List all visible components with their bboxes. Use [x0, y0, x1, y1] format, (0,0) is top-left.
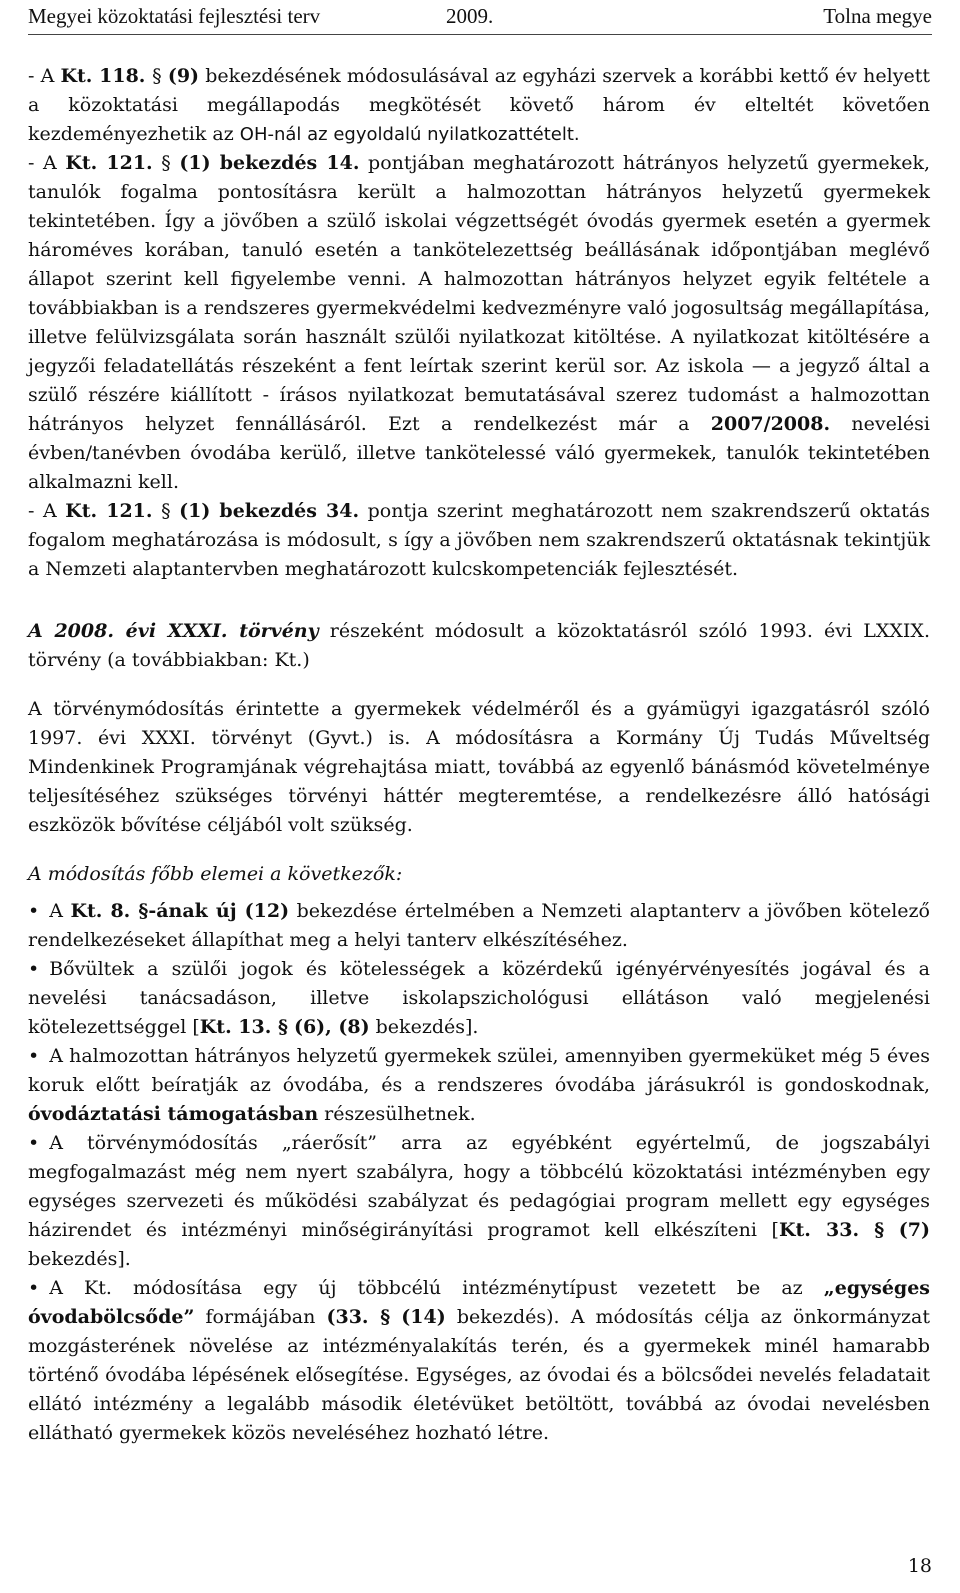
law-ref: (9) — [167, 65, 200, 87]
text: A halmozottan hátrányos helyzetű gyermekek szülei, amennyiben gyermeküket még 5 éves koruk előtt beíratják az óvodába, és a rendszeres óvodába járásukról is gondoskodnak, — [28, 1045, 930, 1096]
bullet-item — [28, 897, 930, 955]
spacer — [28, 889, 930, 897]
law-ref: óvodáztatási támogatásban — [28, 1103, 319, 1125]
law-ref: Kt. 121. — [65, 152, 153, 174]
term: „egységes óvodabölcsőde” — [28, 1277, 930, 1328]
section-symbol: § — [874, 1219, 885, 1241]
law-ref: Kt. 8. — [70, 900, 139, 922]
law-ref: (1) bekezdés 34. — [179, 500, 360, 522]
law-ref: (33. — [326, 1306, 381, 1328]
bullet-marker: • — [28, 1277, 40, 1299]
header-year: 2009. — [446, 4, 494, 28]
text: nevelési évben/tanévben óvodába kerülő, illetve tankötelessé váló gyermekek, tanulók tekintetében alkalmazni kell. — [28, 413, 930, 493]
paragraph-2008-law — [28, 617, 930, 675]
text: bekezdés). A módosítás célja az önkormányzat mozgásterének növelése az intézményalakítás terén, és a gyermekek minél hamarabb történő óvodába lépésének elősegítése. Egységes, az óvodai és a bölcsődei nevelés feladatait ellátó intézmény a legalább második életévüket betöltött, továbbá az óvodai nevelésben ellátható gyermekek közös neveléséhez hozható létre. — [28, 1306, 930, 1444]
bullet-item — [28, 1042, 930, 1129]
law-ref: Kt. 13. — [199, 1016, 278, 1038]
law-ref: (14) — [401, 1306, 446, 1328]
text: Így a jövőben a szülő iskolai végzettségét óvodás gyermek esetén a gyermek hároméves korában, tanuló esetén a tankötelezettség beállásának időpontjában meglévő állapot szerint kell figyelembe venni. A halmozottan hátrányos helyzet egyik feltétele a továbbiakban is a rendszeres gyermekvédelmi kedvezményre való jogosultság megállapítása, illetve felülvizsgálata során használt szülői nyilatkozat kitöltése. A nyilatkozat kitöltésére a jegyzői feladatellátás részeként a fent leírtak szerint kerül sor. Az iskola — a jegyző által a szülő részére kiállított - írásos nyilatkozat bemutatásával szerez tudomást a halmozottan hátrányos helyzet fennállásáról. Ezt a rendelkezést már a — [28, 210, 930, 435]
text: A Kt. módosítása egy új többcélú intézménytípust vezetett be az — [49, 1277, 824, 1299]
paragraph-kt-121-34 — [28, 497, 930, 584]
section-symbol: § — [161, 152, 171, 174]
bullet-marker: • — [28, 900, 40, 922]
paragraph-main-elements-heading: A módosítás főbb elemei a következők: — [28, 863, 403, 885]
page-number: 18 — [907, 1555, 932, 1577]
text: részeként módosult a közoktatásról szóló 1993. évi LXXIX. törvény (a továbbiakban: Kt.) — [28, 620, 930, 671]
bullet-marker: • — [28, 958, 40, 980]
law-ref: Kt. 121. — [65, 500, 153, 522]
text: bekezdés]. — [28, 1248, 131, 1270]
law-ref: Kt. 33. — [778, 1219, 875, 1241]
text: bekezdésének módosulásával az egyházi szervek a korábbi kettő év helyett a közoktatási megállapodás megkötését követő három év elteltét követően kezdeményezhetik az — [28, 65, 930, 145]
text: - A — [28, 500, 66, 522]
paragraph-kt-118 — [28, 62, 930, 149]
text: Bővültek a szülői jogok és kötelességek a közérdekű igényérvényesítés jogával és a nevelési tanácsadáson, illetve iskolapszichológusi ellátáson való megjelenési kötelezettséggel [ — [28, 958, 930, 1038]
section-symbol: § — [138, 900, 149, 922]
bullet-item — [28, 955, 930, 1042]
section-symbol: § — [152, 65, 162, 87]
text: bekezdése értelmében a Nemzeti alaptanterv a jövőben kötelező rendelkezéseket állapíthat meg a helyi tanterv elkészítéséhez. — [28, 900, 930, 951]
paragraph-kt-121-14 — [28, 149, 930, 497]
header-left-title: Megyei közoktatási fejlesztési terv — [28, 4, 321, 28]
text: pontjában meghatározott hátrányos helyzetű gyermekek, tanulók fogalma pontosításra került a halmozottan hátrányos helyzetű gyermekek tekintetében. — [28, 152, 930, 232]
law-ref: (6), (8) — [293, 1016, 370, 1038]
text: - A — [28, 65, 61, 87]
page-header — [28, 0, 932, 35]
law-ref: -ának új (12) — [148, 900, 290, 922]
section-symbol: § — [277, 1016, 288, 1038]
header-county: Tolna megye — [823, 4, 932, 28]
text: OH-nál az egyoldalú nyilatkozattételt. — [239, 124, 580, 145]
text: A törvénymódosítás „ráerősít” arra az egyébként egyértelmű, de jogszabályi megfogalmazást még nem nyert szabályra, hogy a többcélú közoktatási intézményben egy egységes szervezeti és működési szabályzat és pedagógiai program mellett egy egységes házirendet és intézményi minőségirányítási programot kell elkészíteni [ — [28, 1132, 930, 1241]
text: bekezdés]. — [369, 1016, 479, 1038]
law-ref: 2007/2008. — [710, 413, 831, 435]
section-symbol: § — [161, 500, 171, 522]
section-symbol: § — [380, 1306, 391, 1328]
spacer — [28, 675, 930, 695]
law-ref: (1) bekezdés 14. — [179, 152, 360, 174]
text: A — [49, 900, 71, 922]
text: formájában — [194, 1306, 327, 1328]
law-title: A 2008. évi XXXI. törvény — [28, 620, 319, 642]
text: - A — [28, 152, 66, 174]
spacer — [28, 840, 930, 860]
law-ref: (7) — [898, 1219, 930, 1241]
bullet-marker: • — [28, 1132, 40, 1154]
bullet-item — [28, 1274, 930, 1448]
document-body — [28, 62, 930, 1448]
bullet-marker: • — [28, 1045, 40, 1067]
paragraph-gyvt: A törvénymódosítás érintette a gyermekek védelméről és a gyámügyi igazgatásról szóló 1997. évi XXXI. törvényt (Gyvt.) is. A módosításra a Kormány Új Tudás Műveltség Mindenkinek Programjának végrehajtása miatt, továbbá az egyenlő bánásmód követelménye teljesítéséhez szükséges törvényi háttér megteremtése, a rendelkezésre álló hatósági eszközök bővítése céljából volt szükség. — [28, 698, 930, 836]
text: pontja szerint meghatározott nem szakrendszerű oktatás fogalom meghatározása is módosult, s így a jövőben nem szakrendszerű oktatásnak tekintjük a Nemzeti alaptantervben meghatározott kulcskompetenciák fejlesztését. — [28, 500, 930, 580]
bullet-item — [28, 1129, 930, 1274]
spacer — [28, 584, 930, 617]
text: részesülhetnek. — [318, 1103, 476, 1125]
law-ref: Kt. 118. — [60, 65, 153, 87]
